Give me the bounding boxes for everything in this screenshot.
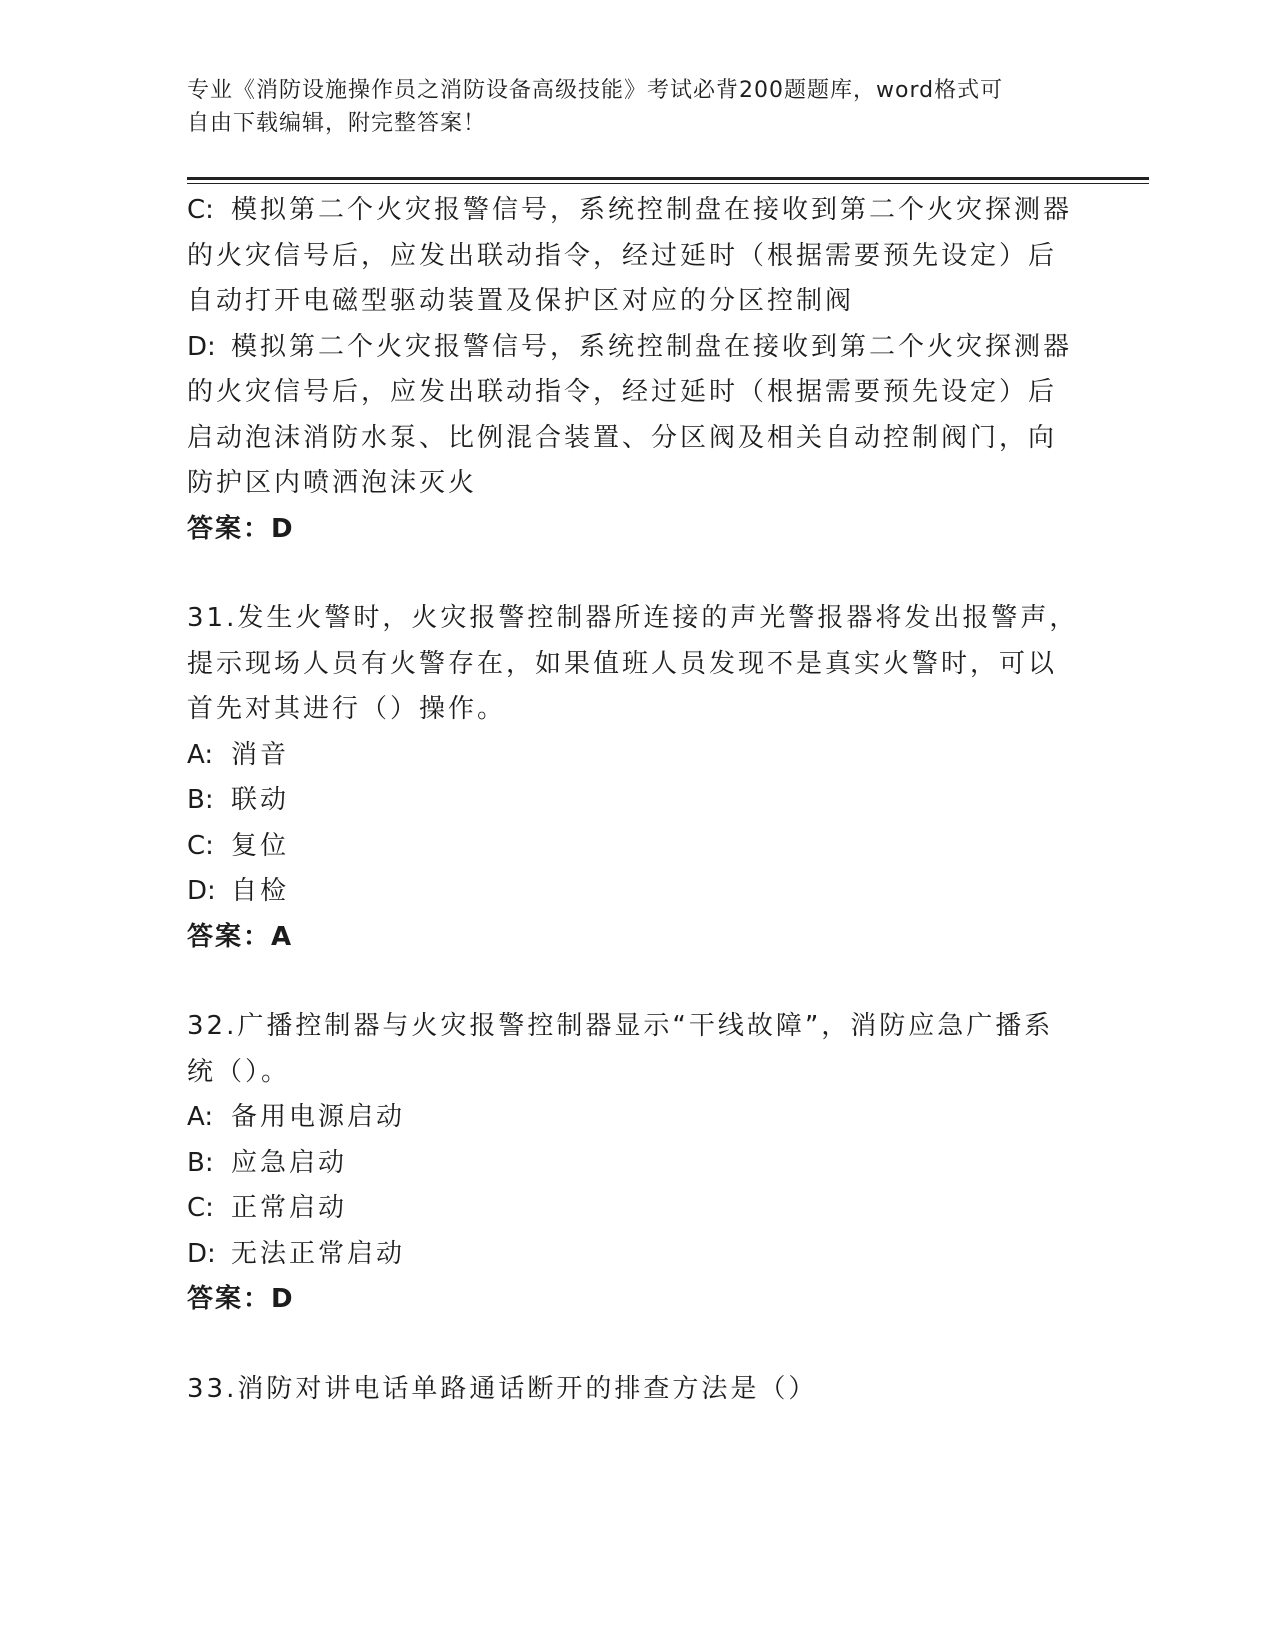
- option-b: [187, 1141, 1087, 1187]
- option-text: 应急启动: [231, 1147, 348, 1178]
- option-text: 正常启动: [231, 1193, 348, 1223]
- question-text-line: 提示现场人员有火警存在，如果值班人员发现不是真实火警时，可以: [187, 648, 1058, 679]
- option-text-line: 模拟第二个火灾报警信号，系统控制盘在接收到第二个火灾探测器: [231, 331, 1073, 362]
- option-letter: C:: [187, 830, 214, 861]
- option-a: [187, 1095, 1087, 1141]
- option-text-line: 模拟第二个火灾报警信号，系统控制盘在接收到第二个火灾探测器: [231, 195, 1073, 225]
- option-text: 无法正常启动: [231, 1238, 406, 1269]
- option-text: 联动: [231, 785, 290, 815]
- option-c: [187, 1186, 1087, 1232]
- option-text: 消音: [231, 739, 290, 770]
- question-text-line: 32.广播控制器与火灾报警控制器显示“干线故障”，消防应急广播系: [187, 1011, 1054, 1041]
- question-32: [187, 1004, 1087, 1323]
- spacer: [187, 1323, 1087, 1367]
- option-text-line: 自动打开电磁型驱动装置及保护区对应的分区控制阀: [187, 286, 855, 316]
- option-d: [187, 1232, 1087, 1278]
- option-letter: A:: [187, 739, 214, 770]
- question-33: [187, 1367, 1087, 1413]
- question-text-line: 统（）。: [187, 1056, 291, 1087]
- option-letter: B:: [187, 785, 214, 815]
- option-b: [187, 778, 1087, 824]
- header-line-1: 专业《消防设施操作员之消防设备高级技能》考试必背200题题库，word格式可: [187, 78, 1004, 103]
- option-c: [187, 824, 1087, 870]
- option-letter: D:: [187, 1238, 216, 1269]
- option-letter: C:: [187, 1193, 214, 1223]
- option-letter: A:: [187, 1102, 214, 1132]
- answer-label: 答案：A: [187, 921, 294, 952]
- option-d: [187, 869, 1087, 915]
- option-text-line: 启动泡沫消防水泵、比例混合装置、分区阀及相关自动控制阀门，向: [187, 422, 1058, 453]
- spacer: [187, 552, 1087, 596]
- header-divider-thick: [187, 177, 1149, 180]
- option-text-line: 的火灾信号后，应发出联动指令，经过延时（根据需要预先设定）后: [187, 240, 1058, 271]
- answer-label: 答案：D: [187, 1284, 295, 1314]
- question-31: [187, 596, 1087, 960]
- option-text: 备用电源启动: [231, 1102, 406, 1132]
- option-text-line: 防护区内喷洒泡沫灭火: [187, 468, 478, 498]
- spacer: [187, 960, 1087, 1004]
- prev-question-option-c: [187, 188, 1087, 325]
- option-letter: B:: [187, 1147, 214, 1178]
- header-divider-thin: [187, 183, 1149, 184]
- question-text-line: 31.发生火警时，火灾报警控制器所连接的声光警报器将发出报警声，: [187, 603, 1079, 633]
- option-a: [187, 733, 1087, 779]
- option-letter: C:: [187, 195, 214, 225]
- question-text-line: 33.消防对讲电话单路通话断开的排查方法是（）: [187, 1373, 818, 1404]
- option-letter: D:: [187, 876, 216, 906]
- question-text-line: 首先对其进行（）操作。: [187, 694, 507, 724]
- document-body: [187, 188, 1087, 1412]
- answer-label: 答案：D: [187, 513, 295, 544]
- option-text-line: 的火灾信号后，应发出联动指令，经过延时（根据需要预先设定）后: [187, 377, 1058, 407]
- option-text: 自检: [231, 876, 290, 906]
- document-header: [187, 74, 1067, 140]
- header-line-2: 自由下载编辑，附完整答案！: [187, 111, 487, 136]
- prev-question-option-d: [187, 325, 1087, 507]
- option-letter: D:: [187, 331, 216, 362]
- option-text: 复位: [231, 830, 290, 861]
